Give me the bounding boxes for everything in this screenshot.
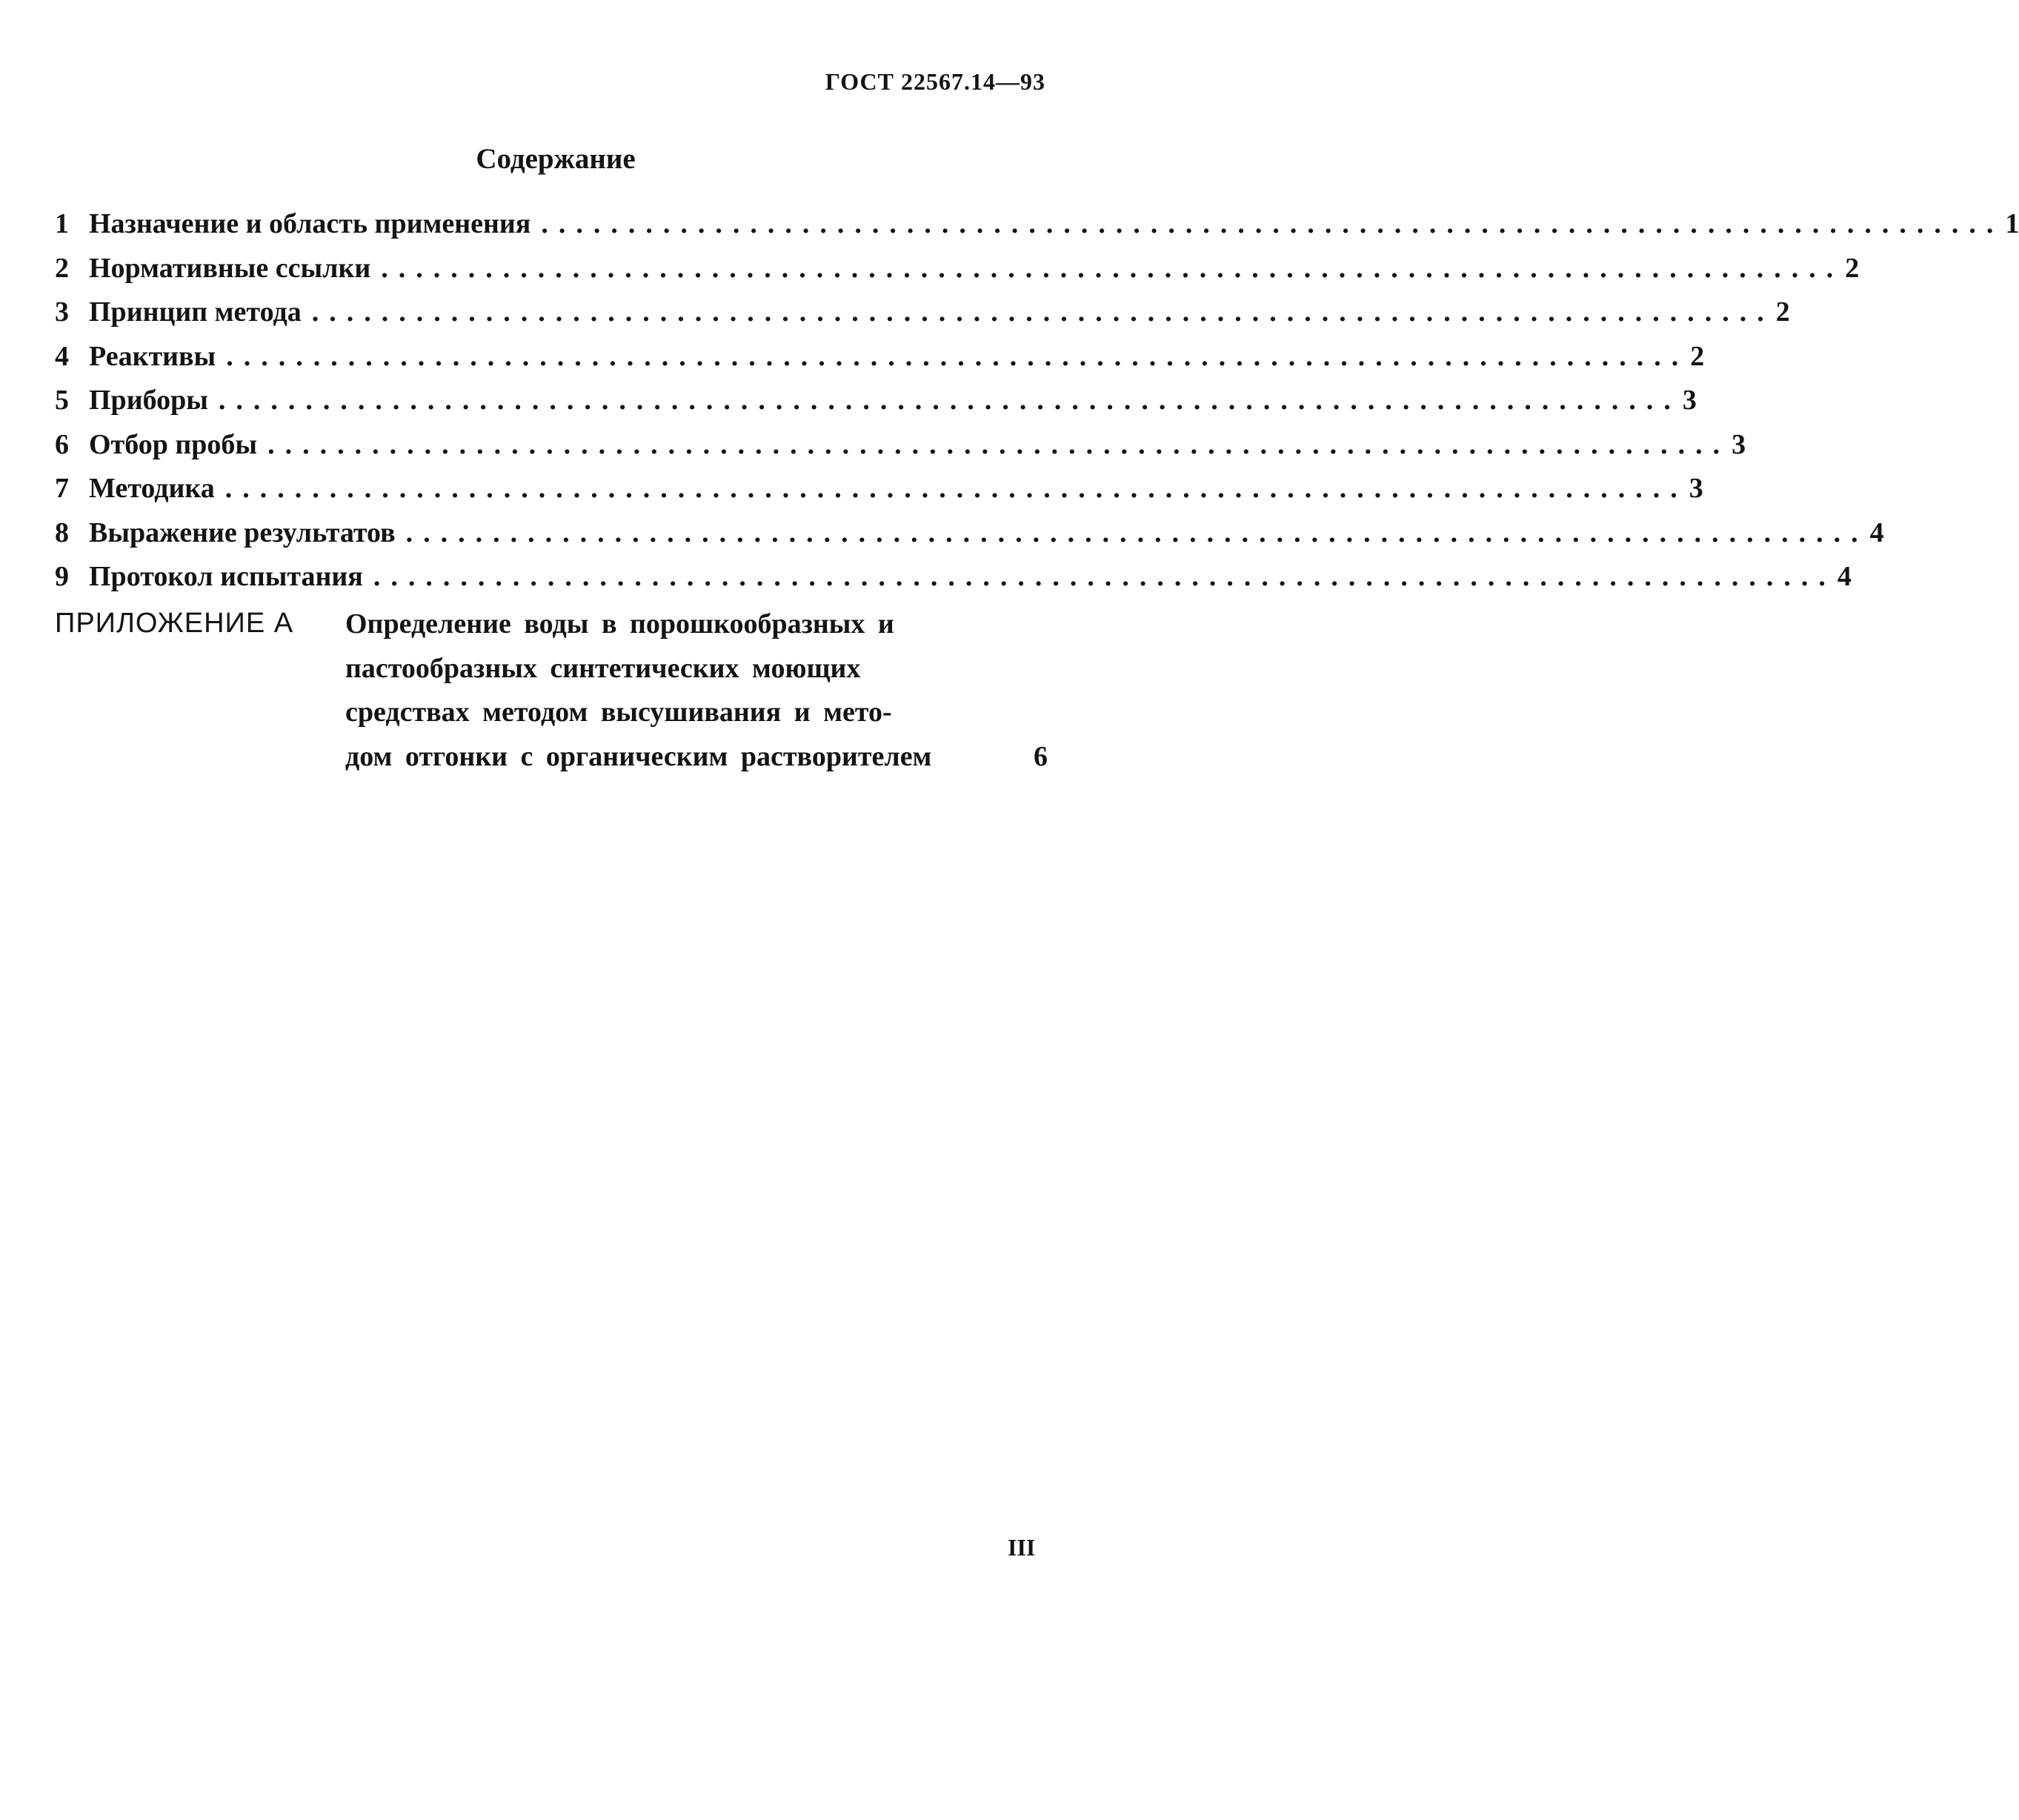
toc-item-page: 4 bbox=[1837, 561, 1852, 592]
dot-leader: .................................................................................... bbox=[218, 385, 1681, 416]
toc-item-number: 6 bbox=[55, 428, 69, 460]
toc-item-label: Протокол испытания bbox=[89, 561, 363, 592]
toc-item[interactable] bbox=[55, 517, 1884, 561]
appendix-title-line: средствах методом высушивания и мето- bbox=[345, 697, 892, 728]
toc-item-label: Принцип метода bbox=[89, 296, 302, 328]
toc-title: Содержание bbox=[476, 143, 636, 175]
toc-item-page: 2 bbox=[1690, 340, 1705, 372]
table-of-contents bbox=[55, 207, 2019, 605]
dot-leader: .................................................................................... bbox=[226, 340, 1689, 372]
page-number: III bbox=[1008, 1534, 1036, 1561]
dot-leader: .................................................................................... bbox=[541, 208, 2004, 239]
toc-item-label: Выражение результатов bbox=[89, 517, 396, 548]
toc-item-page: 3 bbox=[1732, 428, 1746, 460]
appendix-title-last-line bbox=[345, 740, 1048, 785]
toc-item-label: Назначение и область применения bbox=[89, 208, 531, 239]
toc-item-label: Реактивы bbox=[89, 340, 216, 372]
toc-item[interactable] bbox=[55, 207, 2019, 252]
toc-item-number: 4 bbox=[55, 340, 69, 372]
toc-item-label: Приборы bbox=[89, 385, 208, 416]
toc-item[interactable] bbox=[55, 560, 1852, 605]
toc-item-number: 5 bbox=[55, 385, 69, 416]
appendix-label: ПРИЛОЖЕНИЕ А bbox=[55, 608, 294, 639]
dot-leader: .................................................................................... bbox=[311, 296, 1774, 328]
appendix-title-line: дом отгонки с органическим растворителем bbox=[345, 740, 932, 772]
toc-item-number: 1 bbox=[55, 208, 69, 239]
toc-item-page: 4 bbox=[1869, 517, 1884, 548]
appendix-title bbox=[345, 608, 1048, 784]
appendix-title-line: Определение воды в порошкообразных и bbox=[345, 608, 894, 640]
toc-item-label: Методика bbox=[89, 473, 215, 504]
dot-leader: .................................................................................... bbox=[224, 473, 1688, 504]
toc-item-number: 2 bbox=[55, 252, 69, 284]
appendix-title-line: пастообразных синтетических моющих bbox=[345, 652, 861, 684]
toc-item-number: 7 bbox=[55, 473, 69, 504]
toc-item-label: Нормативные ссылки bbox=[89, 252, 371, 284]
toc-item-number: 3 bbox=[55, 296, 69, 328]
toc-item[interactable] bbox=[55, 340, 1705, 385]
document-code: ГОСТ 22567.14—93 bbox=[825, 68, 1045, 95]
toc-item-page: 1 bbox=[2005, 208, 2019, 239]
toc-item-number: 9 bbox=[55, 561, 69, 592]
dot-leader: .................................................................................... bbox=[267, 428, 1731, 460]
dot-leader: .................................................................................... bbox=[405, 517, 1869, 548]
appendix-page: 6 bbox=[1034, 740, 1048, 772]
toc-item-number: 8 bbox=[55, 517, 69, 548]
toc-item-page: 2 bbox=[1845, 252, 1860, 284]
toc-item[interactable] bbox=[55, 252, 1860, 296]
dot-leader: .................................................................................... bbox=[373, 561, 1836, 592]
toc-item-page: 3 bbox=[1682, 385, 1697, 416]
toc-item-label: Отбор пробы bbox=[89, 428, 258, 460]
toc-item[interactable] bbox=[55, 472, 1703, 517]
dot-leader: .................................................................................... bbox=[381, 252, 1844, 284]
toc-item[interactable] bbox=[55, 428, 1746, 473]
toc-item[interactable] bbox=[55, 296, 1790, 340]
toc-item-page: 2 bbox=[1775, 296, 1790, 328]
toc-item-page: 3 bbox=[1689, 473, 1703, 504]
toc-item[interactable] bbox=[55, 384, 1697, 428]
